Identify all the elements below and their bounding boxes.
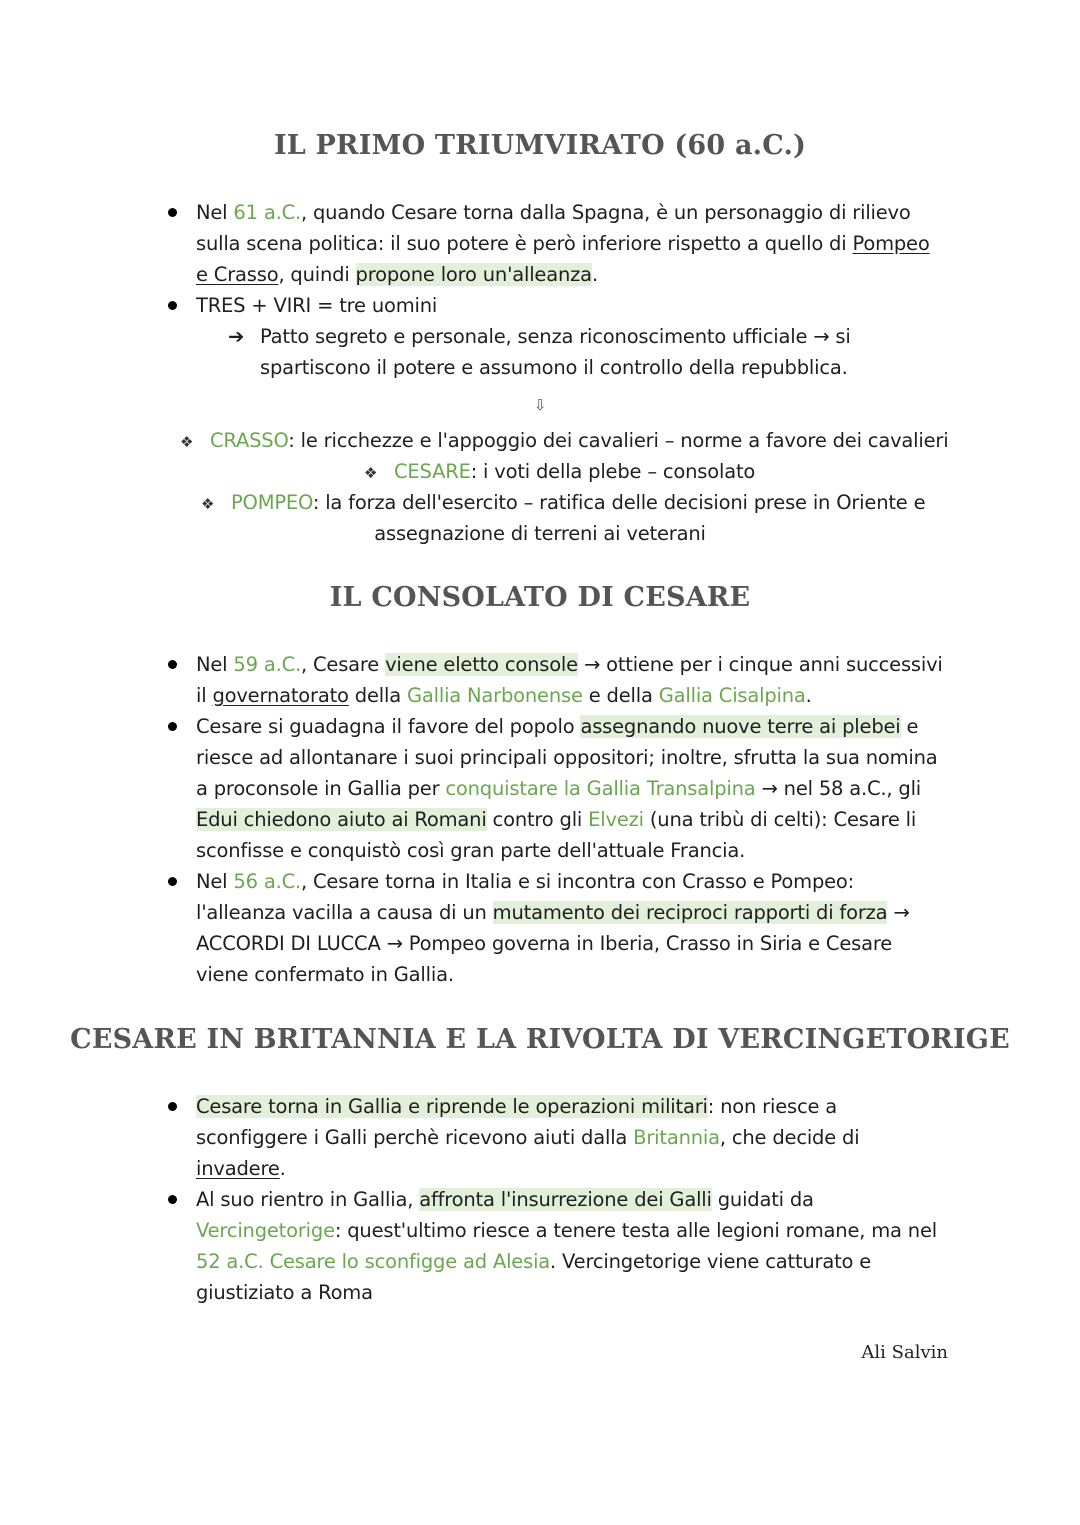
cesare-item: ❖ CESARE: i voti della plebe – consolato <box>364 456 755 489</box>
section-title-consolato: IL CONSOLATO DI CESARE <box>329 582 751 613</box>
down-arrow-icon: ⇩ <box>533 396 547 414</box>
triumvirato-list <box>196 197 946 321</box>
list-item: Nel 61 a.C., quando Cesare torna dalla Spagna, è un personaggio di rilievo sulla scena politica: il suo potere è però inferiore rispetto a quello di Pompeo e Crasso, quindi propone loro un'alleanza. <box>196 197 946 290</box>
arrow-icon: ➔ <box>228 325 245 348</box>
list-item: TRES + VIRI = tre uomini <box>196 290 946 321</box>
pompeo-item: ❖ POMPEO: la forza dell'esercito – ratifica delle decisioni prese in Oriente e <box>201 487 925 520</box>
list-item: Nel 56 a.C., Cesare torna in Italia e si incontra con Crasso e Pompeo: l'alleanza vacilla a causa di un mutamento dei reciproci rapporti di forza → ACCORDI DI LUCCA → Pompeo governa in Iberia, Crasso in Siria e Cesare viene confermato in Gallia. <box>196 866 948 990</box>
author-signature: Ali Salvin <box>861 1342 948 1363</box>
diamond-icon: ❖ <box>364 464 378 482</box>
crasso-item: ❖ CRASSO: le ricchezze e l'appoggio dei cavalieri – norme a favore dei cavalieri <box>180 425 948 458</box>
list-item: Cesare torna in Gallia e riprende le operazioni militari: non riesce a sconfiggere i Galli perchè ricevono aiuti dalla Britannia, che decide di invadere. <box>196 1091 948 1184</box>
section-title-triumvirato: IL PRIMO TRIUMVIRATO (60 a.C.) <box>273 130 807 161</box>
diamond-icon: ❖ <box>201 495 215 513</box>
consolato-list <box>196 649 948 990</box>
list-item: Cesare si guadagna il favore del popolo assegnando nuove terre ai plebei e riesce ad allontanare i suoi principali oppositori; inoltre, sfrutta la sua nomina a proconsole in Gallia per conquistare la Gallia Transalpina → nel 58 a.C., gli Edui chiedono aiuto ai Romani contro gli Elvezi (una tribù di celti): Cesare li sconfisse e conquistò così gran parte dell'attuale Francia. <box>196 711 948 866</box>
diamond-icon: ❖ <box>180 433 194 451</box>
britannia-list <box>196 1091 948 1308</box>
section-title-britannia: CESARE IN BRITANNIA E LA RIVOLTA DI VERCINGETORIGE <box>70 1024 1010 1055</box>
pompeo-item-continued: assegnazione di terreni ai veterani <box>374 522 706 545</box>
list-item: Nel 59 a.C., Cesare viene eletto console → ottiene per i cinque anni successivi il governatorato della Gallia Narbonense e della Gallia Cisalpina. <box>196 649 948 711</box>
list-item: Al suo rientro in Gallia, affronta l'insurrezione dei Galli guidati da Vercingetorige: quest'ultimo riesce a tenere testa alle legioni romane, ma nel 52 a.C. Cesare lo sconfigge ad Alesia. Vercingetorige viene catturato e giustiziato a Roma <box>196 1184 948 1308</box>
arrow-item: ➔ Patto segreto e personale, senza riconoscimento ufficiale → si spartiscono il potere e assumono il controllo della repubblica. <box>228 321 868 383</box>
